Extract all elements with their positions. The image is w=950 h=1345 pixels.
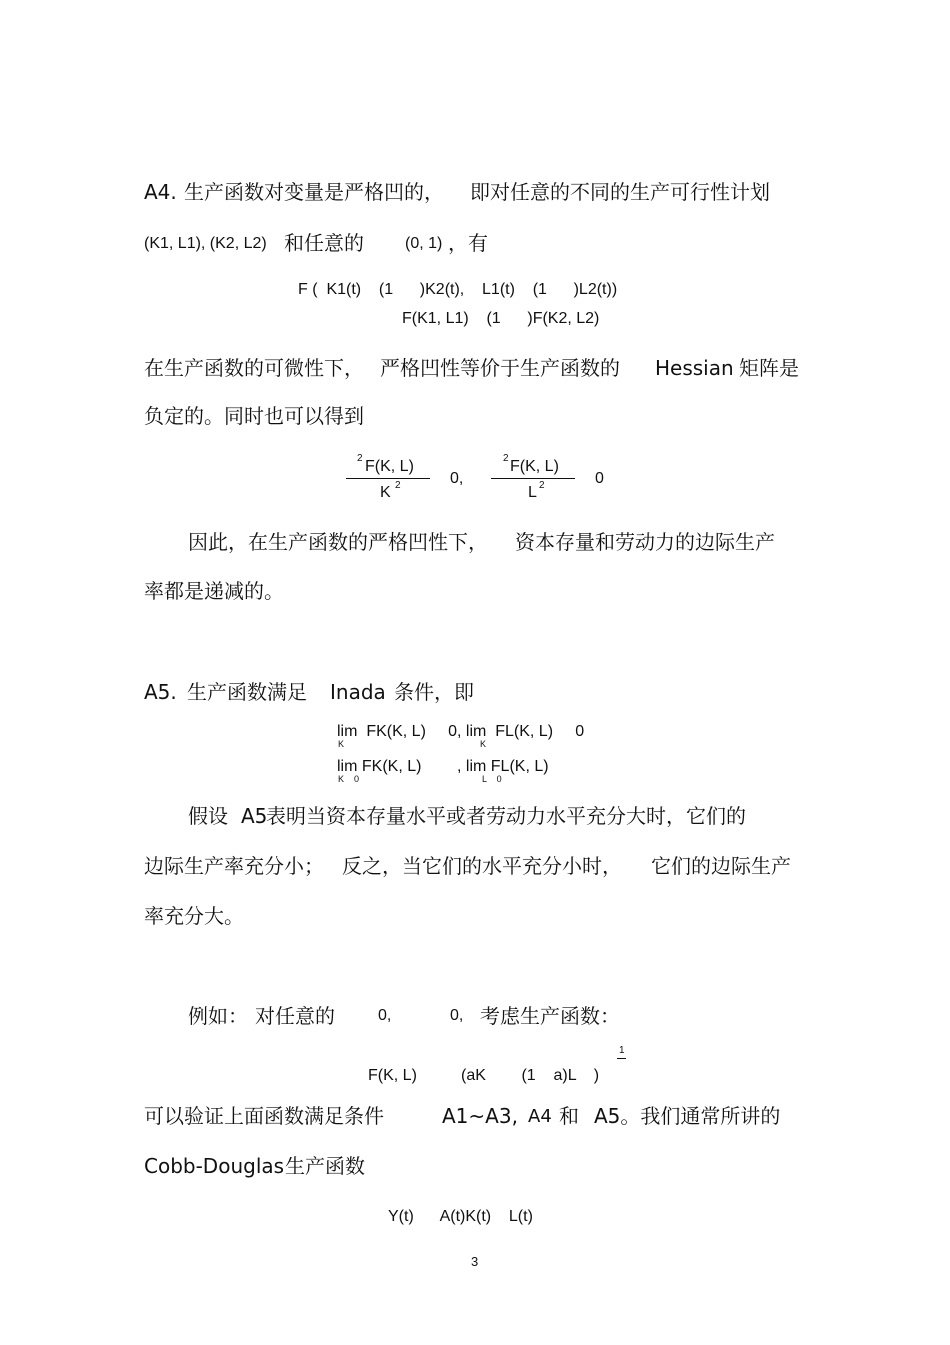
ces-rhs: (aK (1 a)L ): [461, 1067, 600, 1084]
example-cond-2: 0,: [450, 1007, 464, 1024]
para4-line2a: Cobb-Douglas: [144, 1154, 285, 1178]
limits-row-2: lim FK(K, L) , lim FL(K, L): [337, 758, 549, 775]
example-cond-1: 0,: [378, 1007, 392, 1024]
limits-row-1-sub-2: K: [480, 739, 487, 749]
para4-line1e: A5。我们通常所讲的: [594, 1104, 781, 1128]
a4-label: A4.: [144, 180, 177, 204]
inequality-line-1: F ( K1(t) (1 )K2(t), L1(t) (1 )L2(t)): [298, 281, 618, 298]
cobb-douglas-equation: Y(t) A(t)K(t) L(t): [388, 1208, 533, 1225]
exp-num-2: 2: [503, 453, 509, 464]
para1-line1d: 矩阵是: [739, 356, 799, 380]
para1-line1a: 在生产函数的可微性下，: [144, 356, 364, 380]
para3-line2b: 反之，当它们的水平充分小时，: [342, 854, 622, 878]
limits-row-2-sub-2: L 0: [482, 774, 502, 784]
ces-exponent: 1: [619, 1045, 625, 1056]
para1-line1b: 严格凹性等价于生产函数的: [380, 356, 620, 380]
a5-label: A5.: [144, 680, 177, 704]
para4-line1a: 可以验证上面函数满足条件: [144, 1104, 384, 1128]
para3-line1a: 假设: [188, 804, 228, 828]
a4-interval: (0, 1): [405, 235, 443, 252]
frac2-numerator: F(K, L): [510, 458, 559, 475]
para2-line2: 率都是递减的。: [144, 579, 284, 603]
a4-text: 生产函数对变量是严格凹的，: [184, 180, 444, 204]
a4-have: ，有: [448, 231, 488, 255]
para4-line1b: A1~A3,: [442, 1104, 518, 1128]
example-consider: 考虑生产函数：: [480, 1004, 620, 1028]
deriv-rhs: 0: [595, 470, 604, 487]
para4-line1d: 和: [559, 1104, 579, 1128]
para1-line2: 负定的。同时也可以得到: [144, 404, 364, 428]
inequality-line-2: F(K1, L1) (1 )F(K2, L2): [402, 310, 600, 327]
a5-inada: Inada: [330, 680, 386, 704]
a4-text-2: 即对任意的不同的生产可行性计划: [470, 180, 770, 204]
page-number: 3: [471, 1254, 479, 1269]
a4-plans: (K1, L1), (K2, L2): [144, 235, 267, 252]
para3-line2c: 它们的边际生产: [651, 854, 791, 878]
a5-text-2: 条件，即: [394, 680, 474, 704]
a5-text: 生产函数满足: [187, 680, 307, 704]
example-any: 对任意的: [255, 1004, 335, 1028]
limits-row-1: lim FK(K, L) 0, lim FL(K, L) 0: [337, 723, 585, 740]
para3-line2a: 边际生产率充分小；: [144, 854, 324, 878]
para1-line1c: Hessian: [655, 356, 734, 380]
limits-row-2-sub-1: K 0: [338, 774, 360, 784]
example-intro: 例如：: [188, 1004, 248, 1028]
exp-den-2: 2: [539, 480, 545, 491]
limits-row-1-sub-1: K: [338, 739, 345, 749]
para4-line2b: 生产函数: [285, 1154, 365, 1178]
exp-den-1: 2: [395, 480, 401, 491]
para2-line1b: 资本存量和劳动力的边际生产: [515, 530, 775, 554]
a4-and-any: 和任意的: [284, 231, 364, 255]
deriv-separator: 0,: [450, 470, 464, 487]
para3-line3: 率充分大。: [144, 904, 244, 928]
para4-line1c: A4: [528, 1106, 552, 1127]
ces-lhs: F(K, L): [368, 1067, 417, 1084]
frac1-denominator: K: [380, 484, 391, 501]
frac1-numerator: F(K, L): [365, 458, 414, 475]
frac2-bar: [491, 478, 575, 479]
frac1-bar: [346, 478, 430, 479]
para3-line1b: A5: [241, 804, 268, 828]
ces-exponent-bar: [617, 1058, 626, 1059]
frac2-denominator: L: [528, 484, 537, 501]
para3-line1c: 表明当资本存量水平或者劳动力水平充分大时，它们的: [266, 804, 746, 828]
para2-line1a: 因此，在生产函数的严格凹性下，: [188, 530, 488, 554]
exp-num-1: 2: [357, 453, 363, 464]
